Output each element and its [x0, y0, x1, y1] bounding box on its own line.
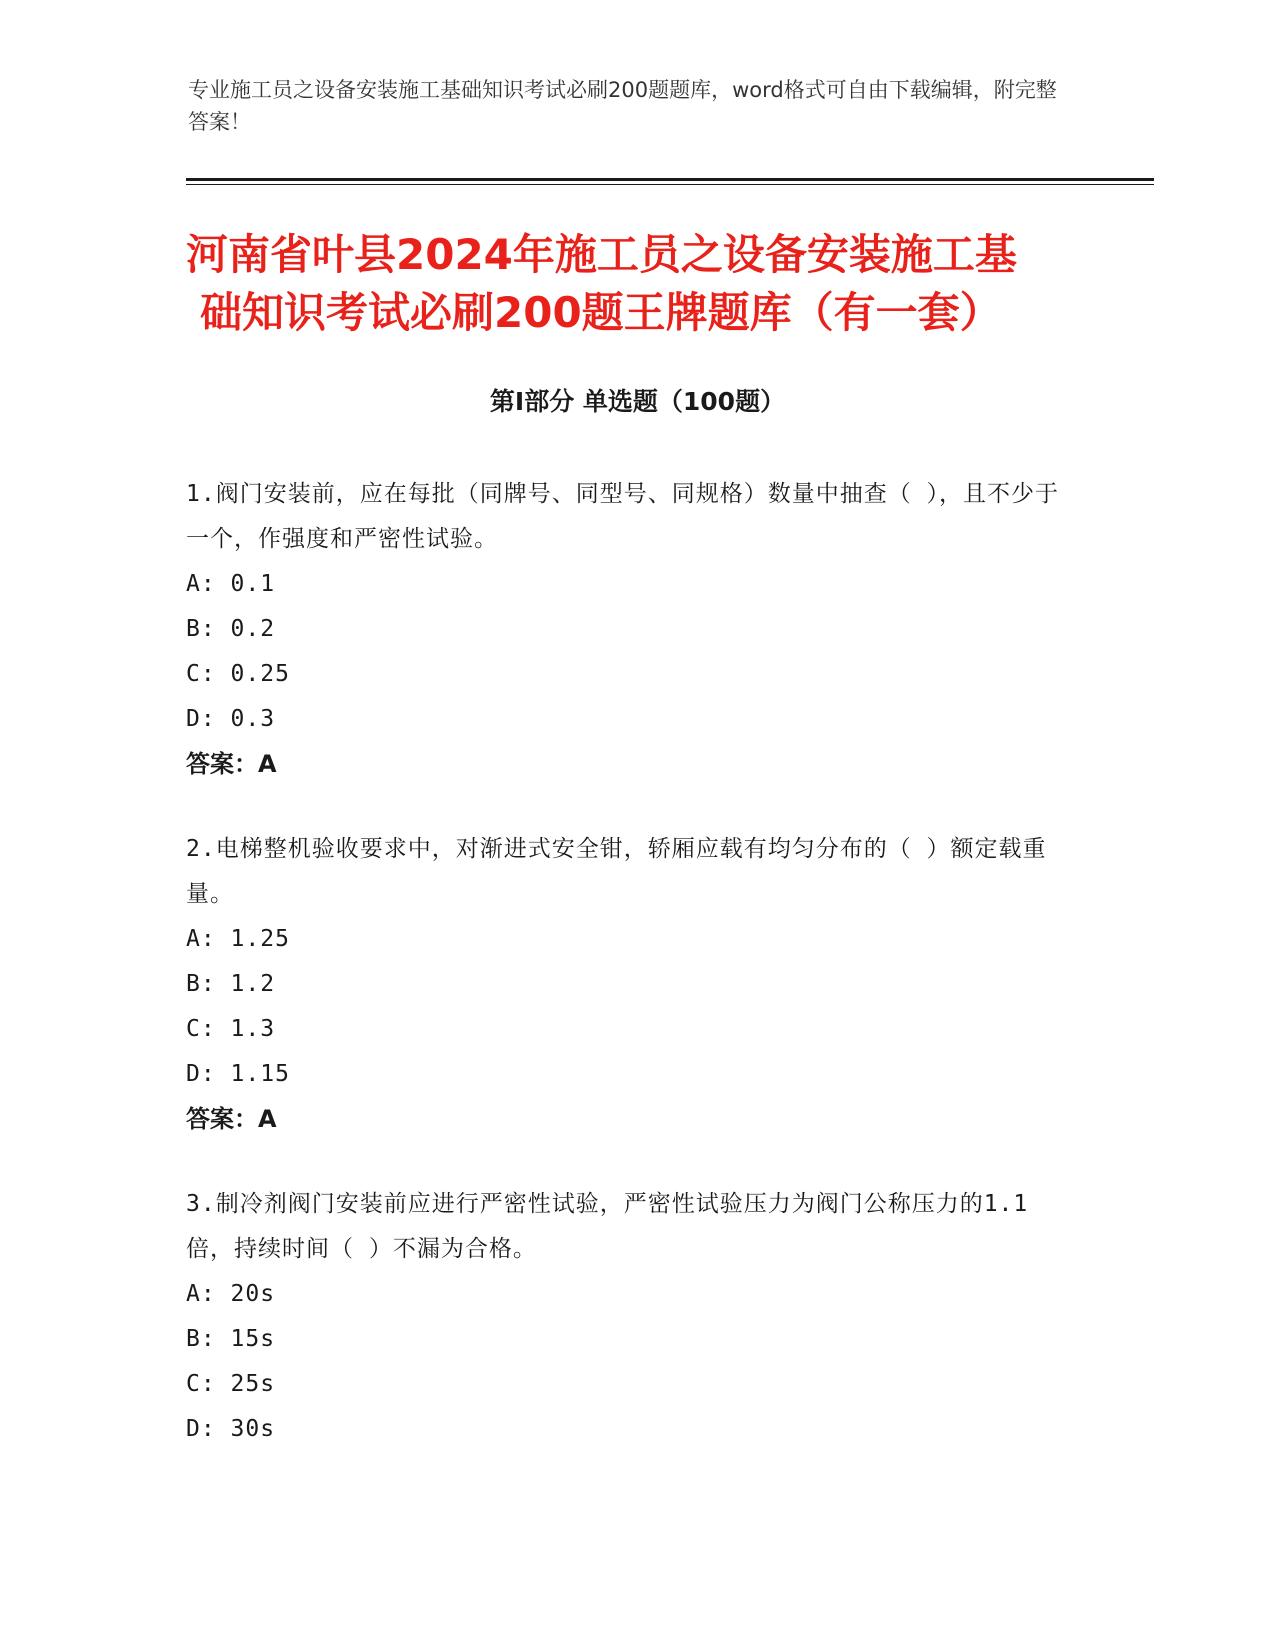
question-stem: 3.制冷剂阀门安装前应进行严密性试验，严密性试验压力为阀门公称压力的1.1倍，持续时间（ ）不漏为合格。: [186, 1191, 1029, 1262]
option-c: C: 1.3: [186, 1016, 276, 1042]
section-title: 第Ⅰ部分 单选题（100题）: [489, 387, 786, 416]
option-a: A: 20s: [186, 1281, 276, 1307]
question-list: [186, 472, 1066, 1492]
answer: 答案：A: [186, 750, 277, 778]
option-a: A: 1.25: [186, 926, 290, 952]
option-d: D: 1.15: [186, 1061, 290, 1087]
question-3: [186, 1182, 1066, 1452]
option-c: C: 25s: [186, 1371, 276, 1397]
document-title-line1: 河南省叶县2024年施工员之设备安装施工基: [186, 230, 1017, 279]
question-stem: 2.电梯整机验收要求中，对渐进式安全钳，轿厢应载有均匀分布的（ ）额定载重量。: [186, 836, 1047, 907]
header-rule-thin: [186, 184, 1154, 185]
option-b: B: 0.2: [186, 616, 276, 642]
question-stem: 1.阀门安装前，应在每批（同牌号、同型号、同规格）数量中抽查（ ），且不少于一个，作强度和严密性试验。: [186, 481, 1060, 552]
option-b: B: 1.2: [186, 971, 276, 997]
option-d: D: 30s: [186, 1416, 276, 1442]
document-title: [186, 226, 1086, 342]
option-b: B: 15s: [186, 1326, 276, 1352]
header-rule-thick: [186, 178, 1154, 181]
option-a: A: 0.1: [186, 571, 276, 597]
question-2: [186, 827, 1066, 1142]
header-note: 专业施工员之设备安装施工基础知识考试必刷200题题库，word格式可自由下载编辑，附完整答案！: [188, 78, 1057, 134]
document-title-line2: 础知识考试必刷200题王牌题库（有一套）: [200, 288, 1002, 337]
question-1: [186, 472, 1066, 787]
option-d: D: 0.3: [186, 706, 276, 732]
answer: 答案：A: [186, 1105, 277, 1133]
option-c: C: 0.25: [186, 661, 290, 687]
